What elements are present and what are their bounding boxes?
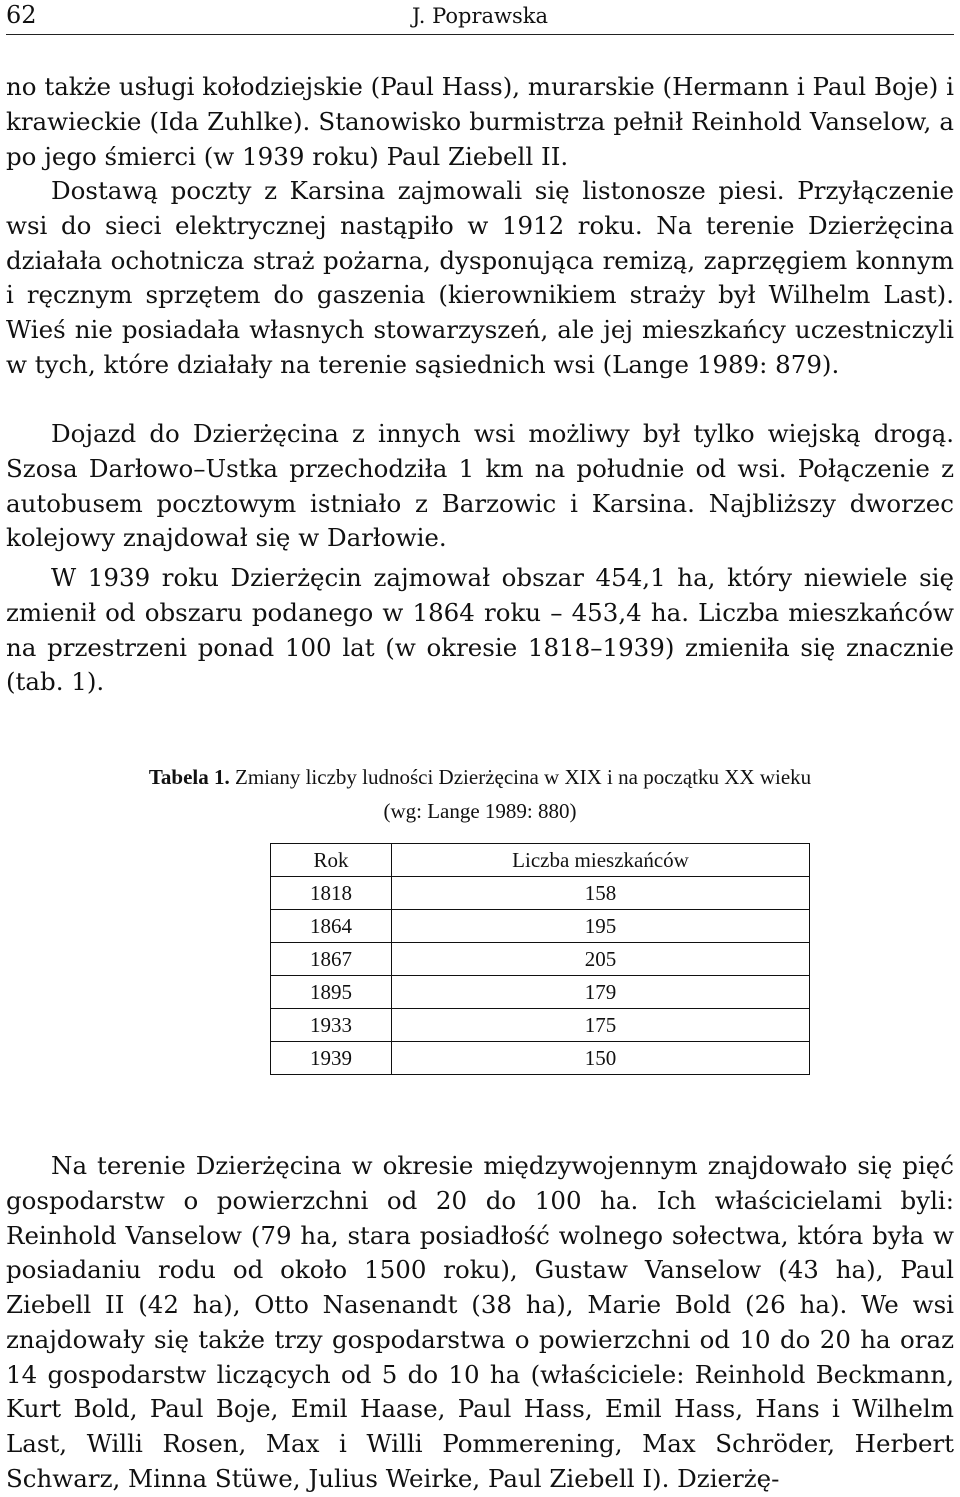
table-cell-population: 175 [392, 1009, 810, 1042]
page-number: 62 [6, 1, 37, 29]
table-header-row [271, 844, 810, 877]
paragraph-4: W 1939 roku Dzierżęcin zajmował obszar 454,1 ha, który niewiele się zmienił od obszaru podanego w 1864 roku – 453,4 ha. Liczba mieszkańców na przestrzeni ponad 100 lat (w okresie 1818–1939) zmieniła się znacznie (tab. 1). [6, 563, 954, 697]
table-row [271, 1042, 810, 1075]
table-cell-year: 1895 [271, 976, 392, 1009]
page-header [6, 0, 954, 34]
paragraph-5: Na terenie Dzierżęcina w okresie międzywojennym znajdowało się pięć gospodarstw o powierzchni od 20 do 100 ha. Ich właścicielami byli: Reinhold Vanselow (79 ha, stara posiadłość wolnego sołectwa, która była w posiadaniu rodu od około 1500 roku), Gustaw Vanselow (43 ha), Paul Ziebell II (42 ha), Otto Nasenandt (38 ha), Marie Bold (26 ha). We wsi znajdowały się także trzy gospodarstwa o powierzchni od 10 do 20 ha oraz 14 gospodarstw liczących od 5 do 10 ha (właściciele: Reinhold Beckmann, Kurt Bold, Paul Boje, Emil Haase, Paul Hass, Emil Hass, Hans i Wilhelm Last, Willi Rosen, Max i Willi Pommerening, Max Schröder, Herbert Schwarz, Minna Stüwe, Julius Weirke, Paul Ziebell I). Dzierżę- [6, 1151, 954, 1493]
table-cell-population: 205 [392, 943, 810, 976]
table-caption-title [6, 760, 954, 794]
header-rule [6, 34, 954, 35]
table-cell-year: 1818 [271, 877, 392, 910]
table-row [271, 1009, 810, 1042]
table-header-population: Liczba mieszkańców [392, 844, 810, 877]
table-caption-text: Zmiany liczby ludności Dzierżęcina w XIX i na początku XX wieku [229, 765, 812, 789]
table-row [271, 877, 810, 910]
table-caption [6, 760, 954, 828]
paragraph-3: Dojazd do Dzierżęcina z innych wsi możliwy był tylko wiejską drogą. Szosa Darłowo–Ustka przechodziła 1 km na południe od wsi. Połączenie z autobusem pocztowym istniało z Barzowic i Karsina. Najbliższy dworzec kolejowy znajdował się w Darłowie. [6, 419, 954, 553]
table-cell-population: 179 [392, 976, 810, 1009]
table-caption-label: Tabela 1. [148, 765, 230, 789]
table-row [271, 976, 810, 1009]
table-caption-source: (wg: Lange 1989: 880) [383, 799, 577, 823]
table-cell-population: 150 [392, 1042, 810, 1075]
table-cell-population: 158 [392, 877, 810, 910]
paragraph-1: no także usługi kołodziejskie (Paul Hass), murarskie (Hermann i Paul Boje) i krawieckie (Ida Zuhlke). Stanowisko burmistrza pełnił Reinhold Vanselow, a po jego śmierci (w 1939 roku) Paul Ziebell II. [6, 72, 954, 171]
table-cell-year: 1864 [271, 910, 392, 943]
paragraph-2: Dostawą poczty z Karsina zajmowali się listonosze piesi. Przyłączenie wsi do sieci elektrycznej nastąpiło w 1912 roku. Na terenie Dzierżęcina działała ochotnicza straż pożarna, dysponująca remizą, zaprzęgiem konnym i ręcznym sprzętem do gaszenia (kierownikiem straży był Wilhelm Last). Wieś nie posiadała własnych stowarzyszeń, ale jej mieszkańcy uczestniczyli w tych, które działały na terenie sąsiednich wsi (Lange 1989: 879). [6, 176, 954, 379]
table-cell-population: 195 [392, 910, 810, 943]
table-cell-year: 1939 [271, 1042, 392, 1075]
table-header-year: Rok [271, 844, 392, 877]
table-cell-year: 1867 [271, 943, 392, 976]
table-row [271, 943, 810, 976]
population-table [270, 843, 810, 1075]
running-head: J. Poprawska [411, 4, 549, 28]
table-cell-year: 1933 [271, 1009, 392, 1042]
table-row [271, 910, 810, 943]
